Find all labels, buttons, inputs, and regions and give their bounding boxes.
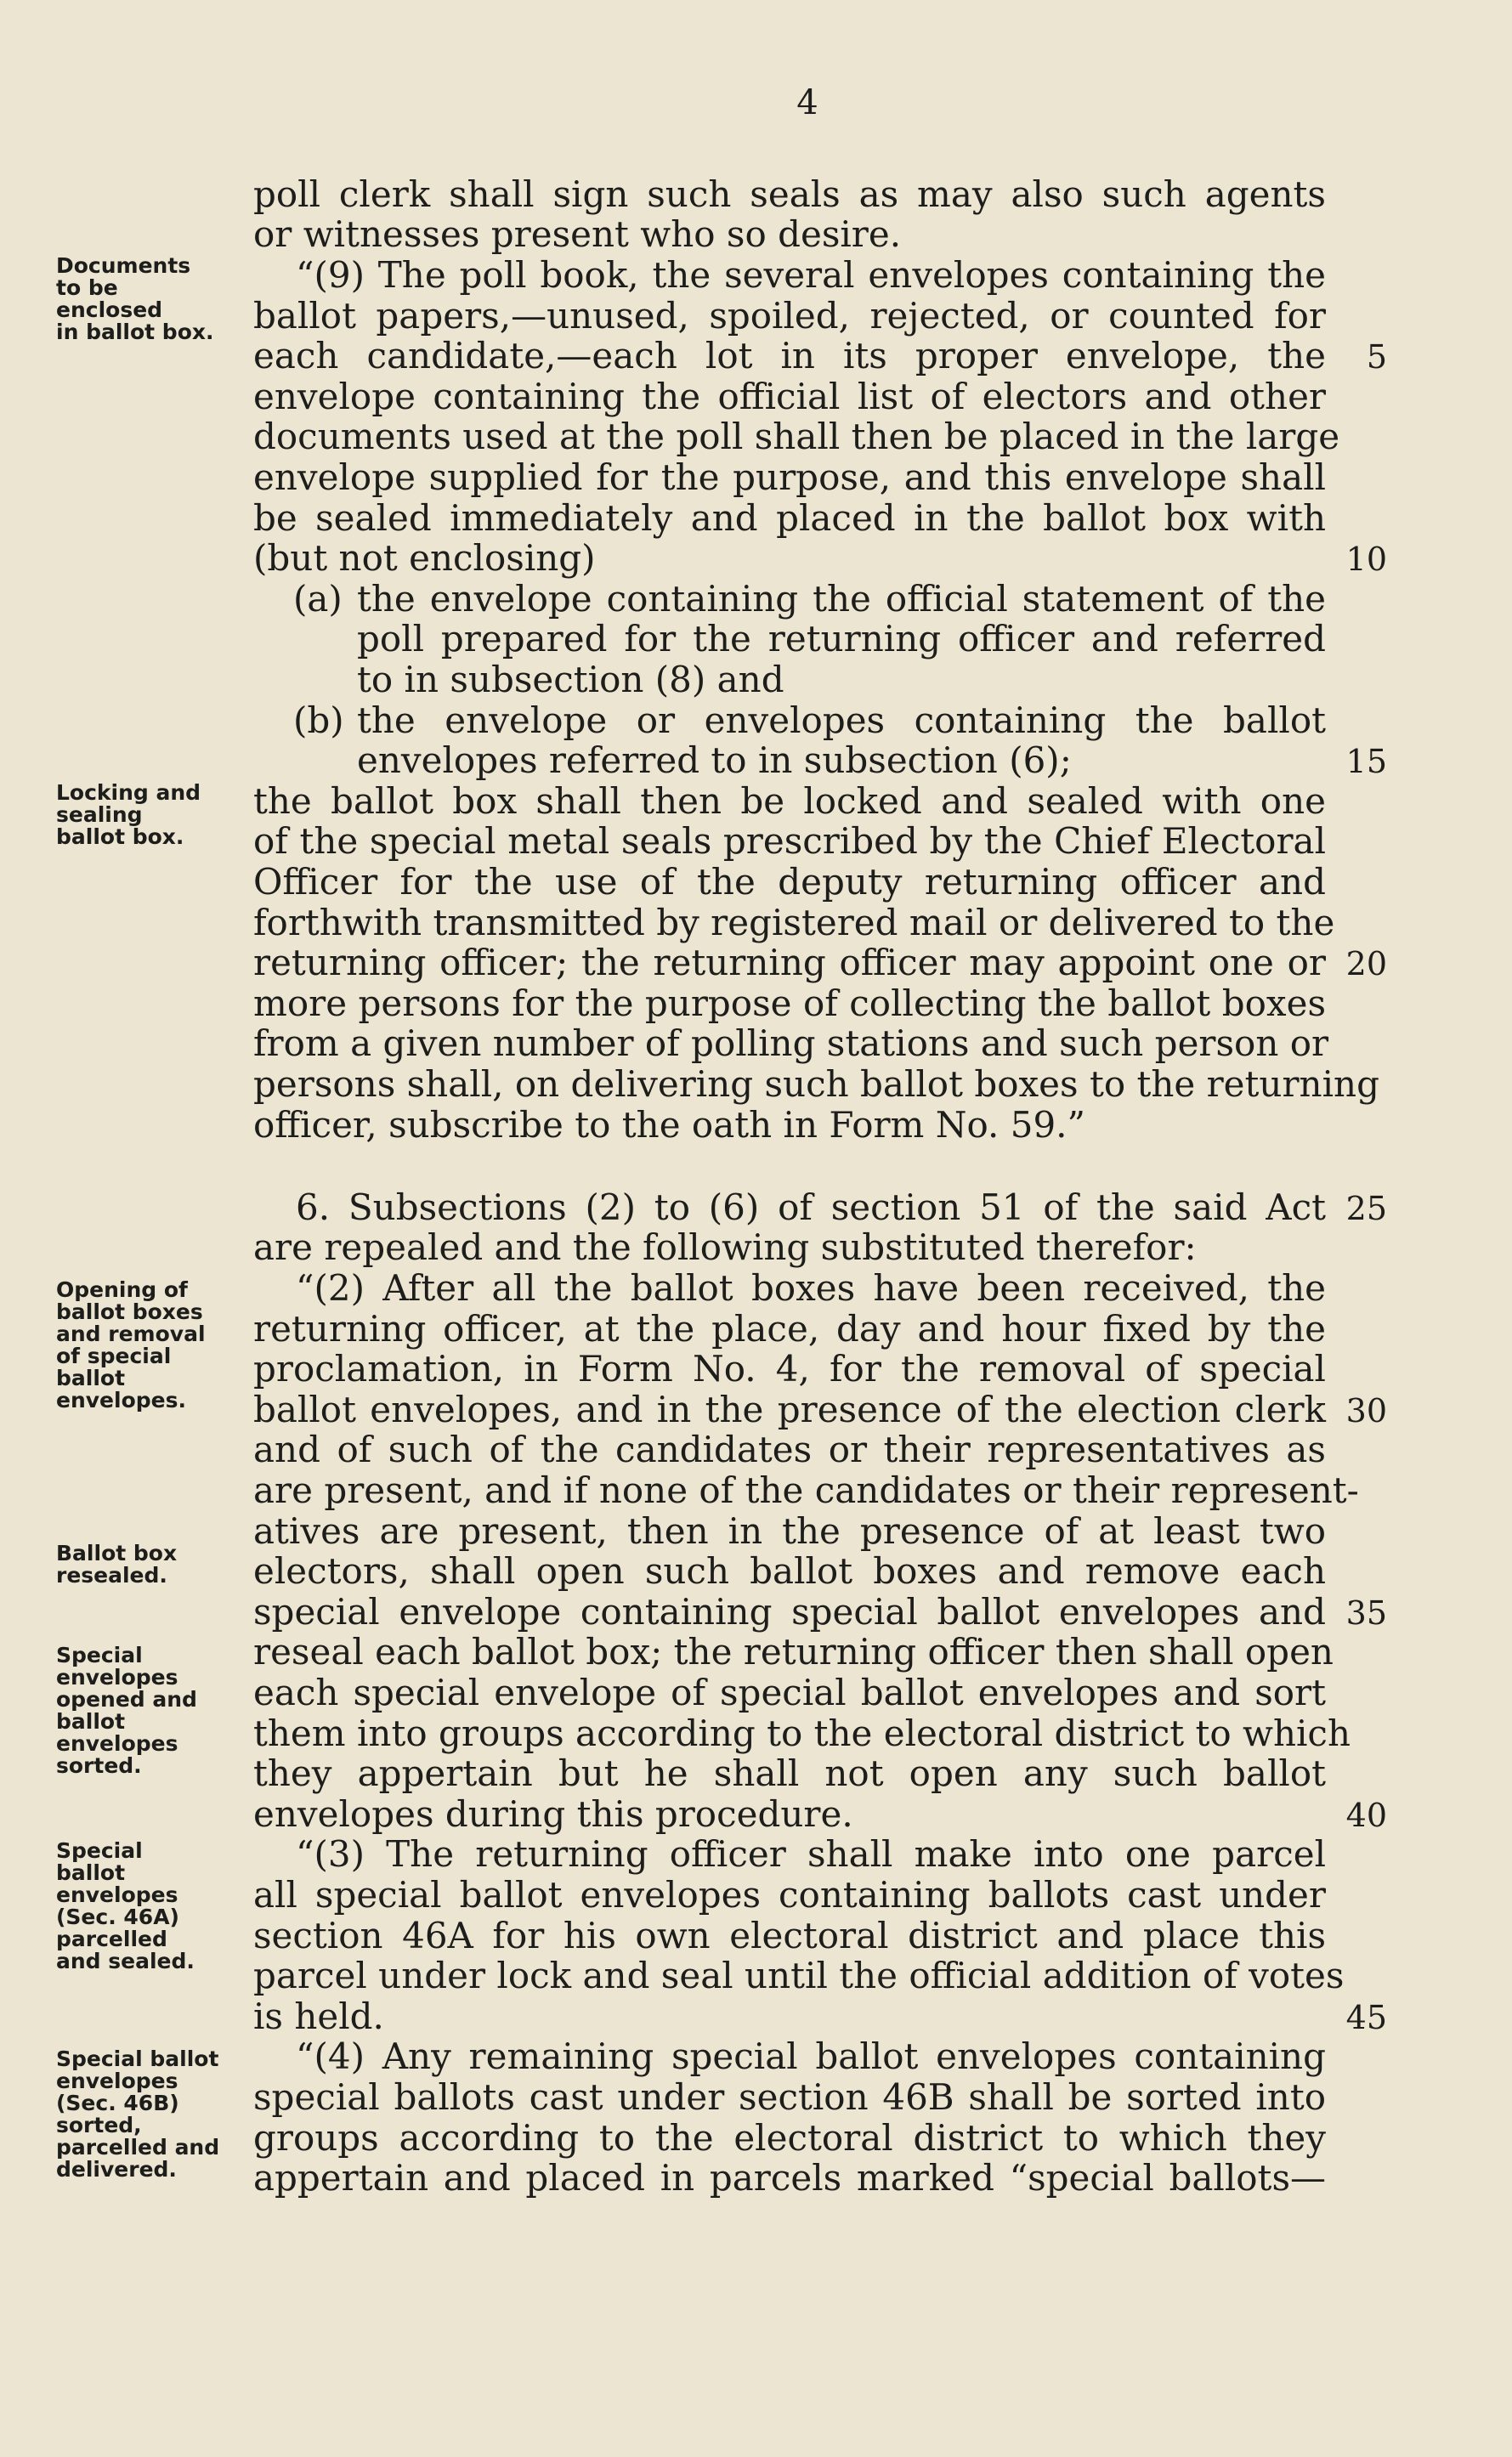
margin-note: Special ballot envelopes (Sec. 46A) parcelled and sealed.	[56, 1838, 195, 1973]
text-line: (but not enclosing)	[253, 537, 596, 579]
text-line: the ballot box shall then be locked and sealed with one	[253, 780, 1326, 822]
text-line: the envelope containing the official statement of the	[357, 578, 1326, 620]
text-line: is held.	[253, 1996, 384, 2037]
item-label-a: (a)	[293, 578, 343, 620]
text-line: electors, shall open such ballot boxes and remove each	[253, 1550, 1326, 1592]
text-line: atives are present, then in the presence of at least two	[253, 1510, 1326, 1552]
text-line: reseal each ballot box; the returning officer then shall open	[253, 1631, 1334, 1673]
line-number: 35	[1345, 1594, 1387, 1632]
text-line: special envelope containing special ballot envelopes and	[253, 1591, 1326, 1633]
text-line: ballot envelopes, and in the presence of the election clerk	[253, 1389, 1326, 1430]
margin-note: Opening of ballot boxes and removal of special ballot envelopes.	[56, 1277, 206, 1412]
margin-note: Ballot box resealed.	[56, 1541, 178, 1588]
text-line: returning officer; the returning officer may appoint one or	[253, 942, 1326, 983]
line-number: 10	[1345, 541, 1387, 578]
line-number: 40	[1345, 1797, 1387, 1834]
text-line: or witnesses present who so desire.	[253, 213, 902, 255]
text-line: envelope supplied for the purpose, and this envelope shall	[253, 456, 1326, 498]
text-line: “(9) The poll book, the several envelopes containing the	[296, 254, 1326, 296]
text-line: proclamation, in Form No. 4, for the removal of special	[253, 1348, 1326, 1390]
text-line: envelopes during this procedure.	[253, 1793, 853, 1835]
text-line: ballot papers,—unused, spoiled, rejected, or counted for	[253, 295, 1326, 337]
item-label-b: (b)	[293, 699, 344, 741]
text-line: are repealed and the following substituted therefor:	[253, 1226, 1197, 1268]
text-line: poll clerk shall sign such seals as may also such agents	[253, 173, 1326, 215]
text-line: each special envelope of special ballot envelopes and sort	[253, 1672, 1326, 1713]
text-line: appertain and placed in parcels marked “special ballots—	[253, 2157, 1326, 2199]
text-line: persons shall, on delivering such ballot boxes to the returning	[253, 1063, 1379, 1105]
text-line: and of such of the candidates or their representatives as	[253, 1429, 1326, 1470]
text-line: envelopes referred to in subsection (6);	[357, 739, 1072, 781]
text-line: 6. Subsections (2) to (6) of section 51 of the said Act	[296, 1186, 1326, 1228]
text-line: documents used at the poll shall then be placed in the large	[253, 416, 1340, 457]
text-line: “(3) The returning officer shall make into one parcel	[296, 1833, 1326, 1875]
text-line: poll prepared for the returning officer and referred	[357, 618, 1326, 660]
text-line: be sealed immediately and placed in the ballot box with	[253, 497, 1326, 539]
text-line: are present, and if none of the candidates or their represent-	[253, 1469, 1359, 1511]
margin-note: Documents to be enclosed in ballot box.	[56, 253, 214, 344]
text-line: section 46A for his own electoral district and place this	[253, 1915, 1326, 1956]
text-line: officer, subscribe to the oath in Form No. 59.”	[253, 1104, 1086, 1146]
text-line: they appertain but he shall not open any such ballot	[253, 1752, 1326, 1794]
line-number: 15	[1345, 743, 1387, 780]
line-number: 45	[1345, 1999, 1387, 2036]
margin-note: Locking and sealing ballot box.	[56, 780, 201, 849]
text-line: “(2) After all the ballot boxes have been received, the	[296, 1267, 1326, 1309]
text-line: more persons for the purpose of collecting the ballot boxes	[253, 982, 1326, 1024]
text-line: each candidate,—each lot in its proper envelope, the	[253, 335, 1326, 376]
text-line: groups according to the electoral district to which they	[253, 2117, 1326, 2159]
text-line: the envelope or envelopes containing the ballot	[357, 699, 1326, 741]
text-line: special ballots cast under section 46B shall be sorted into	[253, 2076, 1326, 2118]
text-line: returning officer, at the place, day and hour fixed by the	[253, 1308, 1326, 1350]
line-number: 5	[1366, 338, 1387, 376]
page-number: 4	[796, 83, 818, 122]
text-line: them into groups according to the electoral district to which	[253, 1713, 1351, 1754]
line-number: 20	[1345, 945, 1387, 982]
text-line: envelope containing the official list of electors and other	[253, 376, 1326, 417]
text-line: “(4) Any remaining special ballot envelopes containing	[296, 2035, 1326, 2077]
margin-note: Special ballot envelopes (Sec. 46B) sorted, parcelled and delivered.	[56, 2047, 220, 2182]
text-line: Officer for the use of the deputy returning officer and	[253, 861, 1326, 903]
text-line: to in subsection (8) and	[357, 659, 784, 700]
text-line: forthwith transmitted by registered mail or delivered to the	[253, 902, 1335, 943]
line-number: 30	[1345, 1392, 1387, 1429]
text-line: from a given number of polling stations and such person or	[253, 1022, 1329, 1064]
text-line: all special ballot envelopes containing ballots cast under	[253, 1874, 1326, 1916]
text-line: of the special metal seals prescribed by the Chief Electoral	[253, 820, 1326, 862]
text-line: parcel under lock and seal until the official addition of votes	[253, 1955, 1345, 1996]
line-number: 25	[1345, 1190, 1387, 1227]
margin-note: Special envelopes opened and ballot envelopes sorted.	[56, 1643, 197, 1778]
